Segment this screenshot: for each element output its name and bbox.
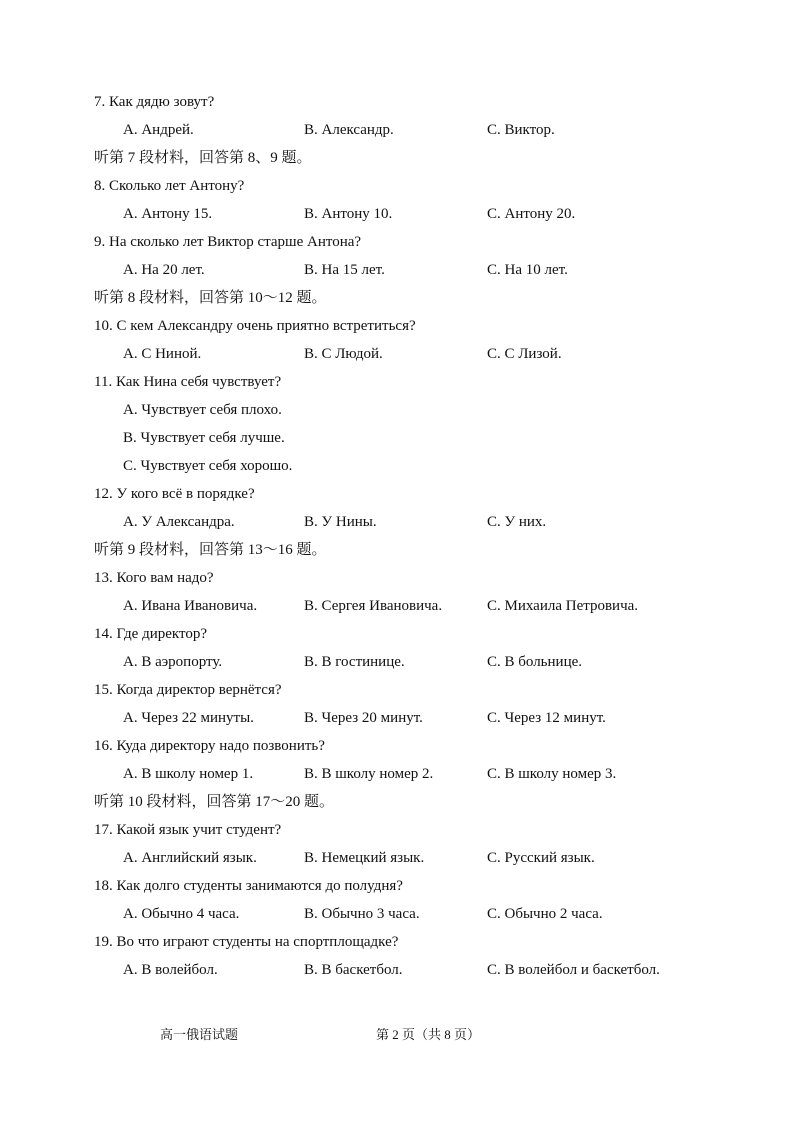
answer-options-row bbox=[94, 116, 734, 144]
option-a: A. На 20 лет. bbox=[123, 262, 205, 278]
option-a: A. Обычно 4 часа. bbox=[123, 906, 240, 922]
option-c: C. Виктор. bbox=[487, 122, 555, 138]
option-c: C. Русский язык. bbox=[487, 850, 595, 866]
option-a: A. Андрей. bbox=[123, 122, 194, 138]
question-text: 19. Во что играют студенты на спортплощадке? bbox=[94, 934, 399, 950]
option-c: C. В волейбол и баскетбол. bbox=[487, 962, 660, 978]
option-b: B. Обычно 3 часа. bbox=[304, 906, 420, 922]
answer-options-row bbox=[94, 844, 734, 872]
option-c: C. У них. bbox=[487, 514, 547, 530]
question-text: 7. Как дядю зовут? bbox=[94, 94, 215, 110]
option-b: B. В гостинице. bbox=[304, 654, 405, 670]
option-b: B. Александр. bbox=[304, 122, 394, 138]
footer-title: 高一俄语试题 bbox=[160, 1027, 239, 1042]
option-c: C. В школу номер 3. bbox=[487, 766, 617, 782]
option-b: B. На 15 лет. bbox=[304, 262, 385, 278]
question-text: 11. Как Нина себя чувствует? bbox=[94, 374, 282, 390]
option-a: A. У Александра. bbox=[123, 514, 235, 530]
question-text: 14. Где директор? bbox=[94, 626, 208, 642]
question-text: 12. У кого всё в порядке? bbox=[94, 486, 255, 502]
question-text: 13. Кого вам надо? bbox=[94, 570, 214, 586]
option-c: C. Антону 20. bbox=[487, 206, 576, 222]
answer-options-row bbox=[94, 508, 734, 536]
answer-option: C. Чувствует себя хорошо. bbox=[123, 458, 293, 474]
question-text: 10. С кем Александру очень приятно встретиться? bbox=[94, 318, 416, 334]
answer-option: B. Чувствует себя лучше. bbox=[123, 430, 285, 446]
option-b: B. Сергея Ивановича. bbox=[304, 598, 443, 614]
option-c: C. Михаила Петровича. bbox=[487, 598, 639, 614]
option-a: A. Антону 15. bbox=[123, 206, 213, 222]
answer-options-row bbox=[94, 340, 734, 368]
section-instruction: 听第 8 段材料，回答第 10～12 题。 bbox=[94, 290, 327, 306]
answer-options-row bbox=[94, 200, 734, 228]
option-b: B. Через 20 минут. bbox=[304, 710, 423, 726]
option-a: A. В школу номер 1. bbox=[123, 766, 254, 782]
option-a: A. В аэропорту. bbox=[123, 654, 223, 670]
option-c: C. Через 12 минут. bbox=[487, 710, 606, 726]
question-text: 9. На сколько лет Виктор старше Антона? bbox=[94, 234, 362, 250]
option-c: C. На 10 лет. bbox=[487, 262, 568, 278]
option-c: C. Обычно 2 часа. bbox=[487, 906, 603, 922]
answer-options-row bbox=[94, 648, 734, 676]
question-text: 8. Сколько лет Антону? bbox=[94, 178, 245, 194]
option-a: A. Ивана Ивановича. bbox=[123, 598, 258, 614]
section-instruction: 听第 7 段材料，回答第 8、9 题。 bbox=[94, 150, 312, 166]
answer-options-row bbox=[94, 956, 734, 984]
option-b: B. Немецкий язык. bbox=[304, 850, 425, 866]
page-footer bbox=[0, 1025, 794, 1045]
question-text: 15. Когда директор вернётся? bbox=[94, 682, 282, 698]
answer-options-row bbox=[94, 256, 734, 284]
question-text: 16. Куда директору надо позвонить? bbox=[94, 738, 325, 754]
answer-options-row bbox=[94, 760, 734, 788]
option-a: A. Через 22 минуты. bbox=[123, 710, 254, 726]
section-instruction: 听第 10 段材料，回答第 17～20 题。 bbox=[94, 794, 335, 810]
option-a: A. В волейбол. bbox=[123, 962, 218, 978]
option-b: B. Антону 10. bbox=[304, 206, 393, 222]
answer-options-row bbox=[94, 704, 734, 732]
answer-options-row bbox=[94, 592, 734, 620]
section-instruction: 听第 9 段材料，回答第 13～16 题。 bbox=[94, 542, 327, 558]
answer-option: A. Чувствует себя плохо. bbox=[123, 402, 282, 418]
question-list bbox=[94, 88, 734, 984]
option-b: B. В баскетбол. bbox=[304, 962, 403, 978]
question-text: 17. Какой язык учит студент? bbox=[94, 822, 282, 838]
option-b: B. В школу номер 2. bbox=[304, 766, 434, 782]
option-b: B. У Нины. bbox=[304, 514, 377, 530]
option-a: A. Английский язык. bbox=[123, 850, 257, 866]
option-c: C. С Лизой. bbox=[487, 346, 562, 362]
option-a: A. С Ниной. bbox=[123, 346, 202, 362]
question-text: 18. Как долго студенты занимаются до полудня? bbox=[94, 878, 403, 894]
answer-options-row bbox=[94, 900, 734, 928]
option-c: C. В больнице. bbox=[487, 654, 583, 670]
option-b: B. С Людой. bbox=[304, 346, 383, 362]
footer-page-number: 第 2 页（共 8 页） bbox=[376, 1027, 481, 1042]
